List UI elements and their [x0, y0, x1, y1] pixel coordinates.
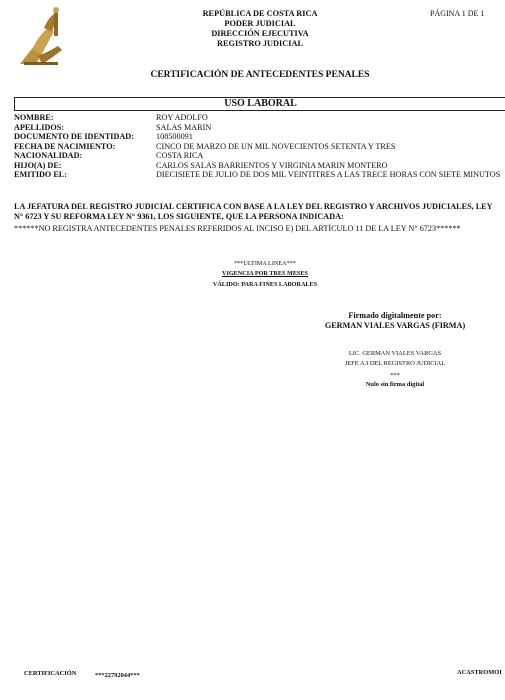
header-line-registro: REGISTRO JUDICIAL — [217, 39, 303, 48]
field-label: APELLIDOS: — [14, 122, 65, 132]
certification-statement: LA JEFATURA DEL REGISTRO JUDICIAL CERTIFICA CON BASE A LA LEY DEL REGISTRO Y ARCHIVOS JUDICIALES, LEY N° 6723 Y SU REFORMA LEY N° 9361, LOS SIGUIENTE, QUE LA PERSONA INDICADA: — [14, 202, 493, 221]
field-value: DIECISIETE DE JULIO DE DOS MIL VEINTITRES A LAS TRECE HORAS CON SIETE MINUTOS — [156, 170, 501, 179]
field-value: 108500091 — [156, 132, 193, 141]
personal-data-fields — [14, 113, 504, 180]
nulo-sin-firma: Nulo sin firma digital — [365, 381, 425, 388]
field-value: CARLOS SALAS BARRIENTOS Y VIRGINIA MARIN MONTERO — [156, 160, 388, 170]
field-label: NACIONALIDAD: — [14, 151, 83, 160]
valido: VÁLIDO: PARA FINES LABORALES — [212, 281, 318, 288]
field-nacionalidad — [14, 151, 504, 161]
field-value: SALAS MARIN — [156, 122, 212, 132]
field-apellidos — [14, 123, 504, 133]
field-value: ROY ADOLFO — [156, 113, 208, 122]
header-line-direccion: DIRECCIÓN EJECUTIVA — [211, 29, 309, 38]
institution-header — [150, 9, 370, 49]
signer-name: GERMAN VIALES VARGAS (FIRMA) — [324, 321, 466, 330]
signer-title-name: LIC. GERMAN VIALES VARGAS — [348, 350, 442, 357]
header-line-poder: PODER JUDICIAL — [224, 19, 296, 28]
field-emitido-el — [14, 170, 504, 180]
field-documento — [14, 132, 504, 142]
uso-laboral-banner: USO LABORAL — [14, 97, 505, 111]
vigencia — [150, 270, 380, 277]
field-label: HIJO(A) DE: — [14, 160, 62, 170]
no-records-statement: ******NO REGISTRA ANTECEDENTES PENALES REFERIDOS AL INCISO E) DEL ARTÍCULO 11 DE LA LEY N° 6723****** — [14, 224, 461, 233]
signer-position: JEFE A.I DEL REGISTRO JUDICIAL — [344, 360, 446, 367]
page-number: PÁGINA 1 DE 1 — [430, 9, 485, 18]
field-label: NOMBRE: — [14, 113, 54, 122]
document-title: CERTIFICACIÓN DE ANTECEDENTES PENALES — [150, 70, 370, 80]
stars-separator: *** — [390, 372, 400, 379]
field-nombre — [14, 113, 504, 123]
footer-user: ACASTROMOI — [457, 669, 502, 676]
header-line-republica: REPÚBLICA DE COSTA RICA — [202, 9, 318, 18]
field-label: DOCUMENTO DE IDENTIDAD: — [14, 132, 134, 141]
footer-certificacion: CERTIFICACIÓN — [24, 670, 77, 677]
signed-by-label: Firmado digitalmente por: — [348, 311, 442, 320]
field-hijo-de — [14, 161, 504, 171]
ultima-linea: ***ULTIMA LINEA*** — [234, 260, 296, 267]
field-label: FECHA DE NACIMIENTO: — [14, 141, 116, 151]
vigencia-text: VIGENCIA POR TRES MESES — [221, 270, 309, 277]
poder-judicial-logo — [14, 6, 70, 66]
footer-number: ***22792044*** — [95, 672, 140, 679]
field-label: EMITIDO EL: — [14, 170, 67, 179]
field-value: CINCO DE MARZO DE UN MIL NOVECIENTOS SETENTA Y TRES — [156, 141, 396, 151]
field-value: COSTA RICA — [156, 151, 204, 160]
field-fecha-nacimiento — [14, 142, 504, 152]
